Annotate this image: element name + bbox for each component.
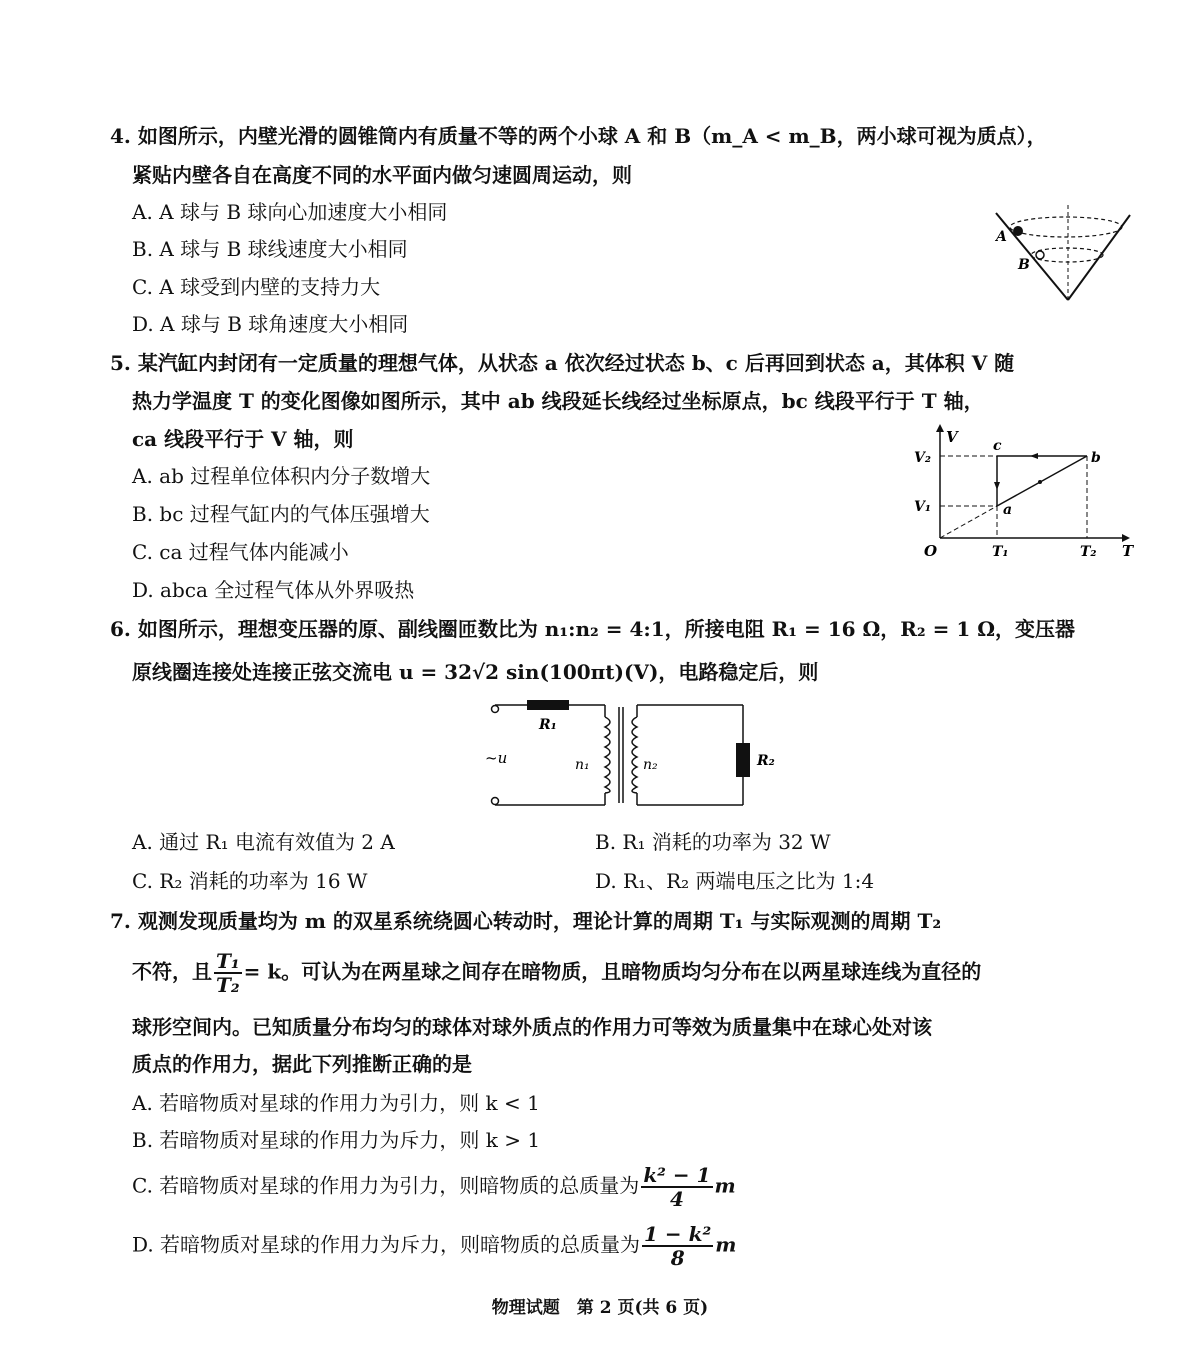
r2-label: R₂ [757,753,775,769]
q6-option-d: D. R₁、R₂ 两端电压之比为 1:4 [595,869,875,893]
cone-figure [990,205,1140,315]
q6-option-b: B. R₁ 消耗的功率为 32 W [595,830,831,854]
q5-stem-line1: 5. 某汽缸内封闭有一定质量的理想气体，从状态 a 依次经过状态 b、c 后再回到状态 a，其体积 V 随 [110,351,1015,375]
label-a: A [996,229,1007,245]
q7-stem-line1: 7. 观测发现质量均为 m 的双星系统绕圆心转动时，理论计算的周期 T₁ 与实际观测的周期 T₂ [110,909,942,933]
transformer-circuit [475,695,775,815]
q4-option-d: D. A 球与 B 球角速度大小相同 [132,312,409,336]
q4-option-a: A. A 球与 B 球向心加速度大小相同 [132,200,448,224]
q5-option-d: D. abca 全过程气体从外界吸热 [132,578,415,602]
q4-option-b: B. A 球与 B 球线速度大小相同 [132,237,408,261]
q4-option-c: C. A 球受到内壁的支持力大 [132,275,381,299]
q7-option-b: B. 若暗物质对星球的作用力为斥力，则 k > 1 [132,1128,541,1152]
q7-stem-line4: 质点的作用力，据此下列推断正确的是 [132,1052,472,1076]
optc-unit: m [714,1173,736,1198]
point-a-label: a [1003,502,1013,518]
q6-stem-line2: 原线圈连接处连接正弦交流电 u = 32√2 sin(100πt)(V)，电路稳定后，则 [132,660,819,684]
n1-label: n₁ [575,757,590,773]
q6-stem-line1: 6. 如图所示，理想变压器的原、副线圈匝数比为 n₁:n₂ = 4:1，所接电阻 R₁ = 16 Ω，R₂ = 1 Ω，变压器 [110,617,1076,641]
optd-numerator: 1 − k² [644,1222,712,1246]
ratio-numerator: T₁ [216,949,240,973]
q7-option-d [132,1223,736,1269]
t2-label: T₂ [1080,544,1097,560]
q7-option-a: A. 若暗物质对星球的作用力为引力，则 k < 1 [132,1091,540,1115]
optc-fraction [641,1164,712,1210]
point-b-label: b [1091,450,1101,466]
n2-label: n₂ [643,757,658,773]
label-b: B [1018,257,1030,273]
q4-stem-line2: 紧贴内壁各自在高度不同的水平面内做匀速圆周运动，则 [132,163,632,187]
q6-option-c: C. R₂ 消耗的功率为 16 W [132,869,368,893]
q7-stem-line3: 球形空间内。已知质量分布均匀的球体对球外质点的作用力可等效为质量集中在球心处对该 [132,1015,932,1039]
point-c-label: c [993,438,1002,454]
source-label: ~u [485,749,508,767]
v1-label: V₁ [914,499,931,515]
period-ratio-fraction [214,950,242,996]
origin-label: O [924,542,938,560]
q7-option-c [132,1164,736,1210]
q6-option-a: A. 通过 R₁ 电流有效值为 2 A [132,830,395,854]
optd-fraction [642,1223,713,1269]
optc-denominator: 4 [669,1187,684,1211]
vt-graph [910,420,1135,565]
q5-stem-line2: 热力学温度 T 的变化图像如图所示，其中 ab 线段延长线经过坐标原点，bc 线段平行于 T 轴， [132,389,984,413]
q7-optd-text: D. 若暗物质对星球的作用力为斥力，则暗物质的总质量为 [132,1232,641,1257]
q7-line2-pre: 不符，且 [132,959,212,984]
q5-option-a: A. ab 过程单位体积内分子数增大 [132,464,431,488]
optd-unit: m [715,1232,737,1257]
q5-option-c: C. ca 过程气体内能减小 [132,540,349,564]
q7-stem-line2 [132,950,981,996]
ratio-denominator: T₂ [216,973,240,997]
q5-option-b: B. bc 过程气缸内的气体压强增大 [132,502,430,526]
optc-numerator: k² − 1 [643,1163,711,1187]
q7-line2-post: = k。可认为在两星球之间存在暗物质，且暗物质均匀分布在以两星球连线为直径的 [243,959,982,984]
q7-optc-text: C. 若暗物质对星球的作用力为引力，则暗物质的总质量为 [132,1173,640,1198]
t1-label: T₁ [992,544,1009,560]
optd-denominator: 8 [670,1246,685,1270]
q4-stem-line1: 4. 如图所示，内壁光滑的圆锥筒内有质量不等的两个小球 A 和 B（m_A < m_B，两小球可视为质点）， [110,124,1047,148]
q5-stem-line3: ca 线段平行于 V 轴，则 [132,427,354,451]
page-footer: 物理试题 第 2 页(共 6 页) [491,1298,709,1318]
v2-label: V₂ [914,450,931,466]
t-axis-label: T [1122,542,1134,560]
r1-label: R₁ [539,717,557,733]
v-axis-label: V [946,428,958,446]
